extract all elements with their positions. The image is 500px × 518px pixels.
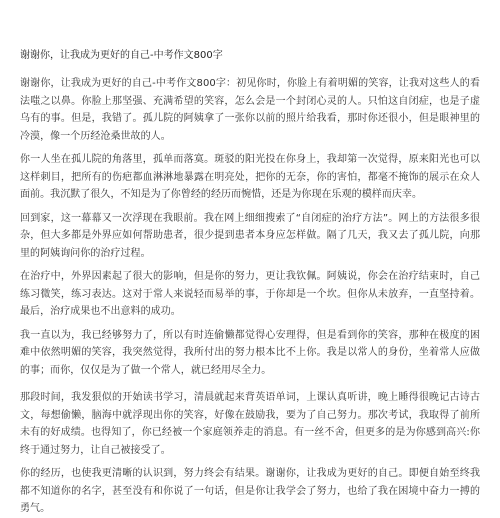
article-paragraph-7: 你的经历，也使我更清晰的认识到，努力终会有结果。谢谢你，让我成为更好的自己。即便自始至终我都不知道你的名字，甚至没有和你说了一句话，但是你让我学会了努力，也给了我在困境中奋力一搏的勇气。 <box>20 468 480 514</box>
article-paragraph-1: 谢谢你，让我成为更好的自己-中考作文800字：初见你时，你脸上有着明媚的笑容，让我对这些人的看法嗤之以鼻。你脸上那坚强、充满希望的笑容，怎么会是一个封闭心灵的人。只怕这自闭症，也是子虚乌有的事。但是，我错了。孤儿院的阿姨拿了一张你以前的照片给我看，那时你还很小，但是眼神里的冷漠，像一个历经沧桑世故的人。 <box>20 78 480 142</box>
article-title: 谢谢你，让我成为更好的自己-中考作文800字 <box>20 50 223 61</box>
article-paragraph-5: 我一直以为，我已经够努力了，所以有时连偷懒都觉得心安理得，但是看到你的笑容，那种在极度的困难中依然明媚的笑容，我突然觉得，我所付出的努力根本比不上你。我是以常人的身份，坐着常人应做的事；而你，仅仅是为了做一个常人，就已经用尽全力。 <box>20 329 480 376</box>
article-paragraph-3: 回到家，这一幕幕又一次浮现在我眼前。我在网上细细搜索了“自闭症的治疗方法”。网上的方法很多很杂，但大多都是外界应如何帮助患者，很少提到患者本身应怎样做。隔了几天，我又去了孤儿院，向那里的阿姨询问你的治疗过程。 <box>20 212 480 259</box>
article-paragraph-6: 那段时间，我发狠似的开始读书学习，清晨就起来背英语单词，上课认真听讲，晚上睡得很晚记古诗古文，每想偷懒，脑海中就浮现出你的笑容，好像在鼓励我，要为了自己努力。那次考试，我取得了前所未有的好成绩。也得知了，你已经被一个家庭领养走的消息。有一丝不舍，但更多的是为你感到高兴:你终于通过努力，让自己被接受了。 <box>20 392 480 456</box>
article-paragraph-4: 在治疗中，外界因素起了很大的影响，但是你的努力，更让我钦佩。阿姨说，你会在治疗结束时，自己练习微笑，练习表达。这对于常人来说轻而易举的事，于你却是一个坎。但你从未放弃，一直坚持着。最后，治疗成果也不出意料的成功。 <box>20 271 480 317</box>
article-paragraph-2: 你一人坐在孤儿院的角落里，孤单而落寞。斑驳的阳光投在你身上，我却第一次觉得，原来阳光也可以这样刺目，把所有的伤疤都血淋淋地暴露在明亮处，把你的无奈，你的害怕，都毫不掩饰的展示在众人面前。我沉默了很久，不知是为了你曾经的经历而惋惜，还是为你现在乐观的模样而庆幸。 <box>20 154 480 200</box>
